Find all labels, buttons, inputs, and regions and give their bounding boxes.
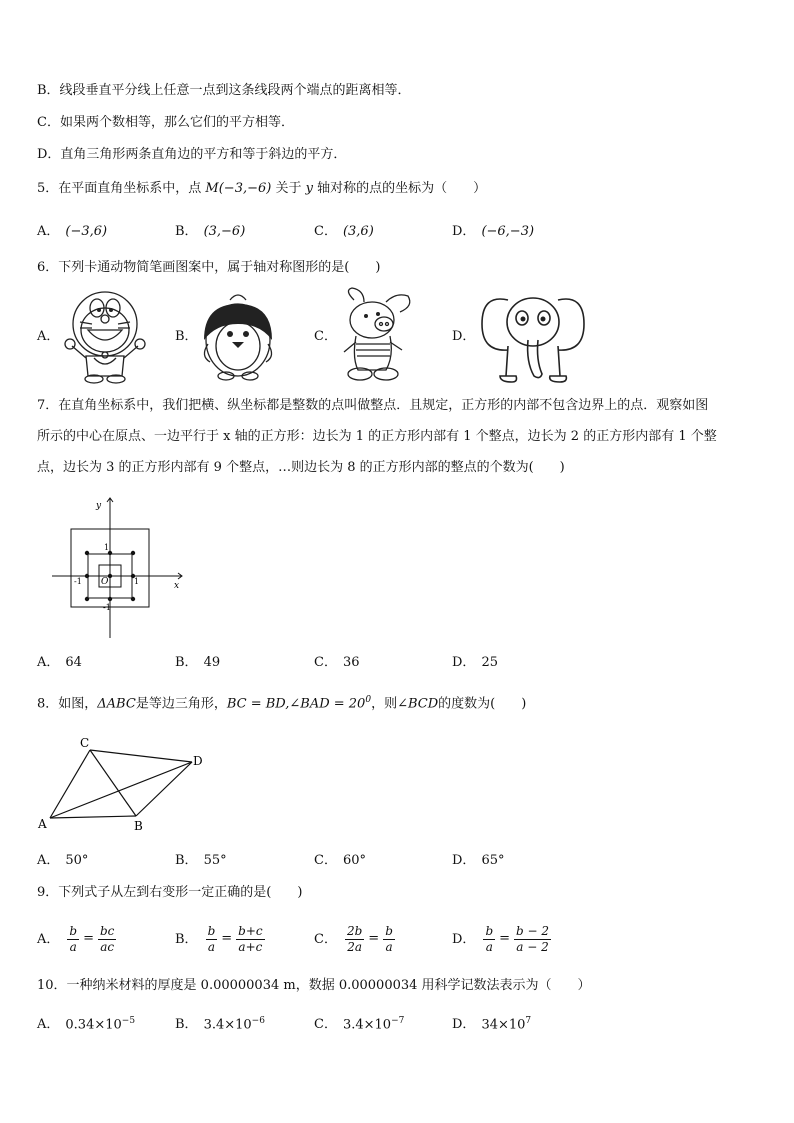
q10-option-c[interactable]: C． $3.4\times 10^{-7}$ — [314, 1016, 405, 1033]
prev-option-b: B．线段垂直平分线上任意一点到这条线段两个端点的距离相等． — [37, 83, 411, 98]
q9-stem: 9．下列式子从左到右变形一定正确的是( ) — [37, 885, 303, 900]
q8-label-d: D — [193, 754, 203, 768]
q7-option-d[interactable]: D． 25 — [452, 655, 498, 670]
q7-square-figure — [48, 492, 188, 642]
q6-stem: 6．下列卡通动物简笔画图案中，属于轴对称图形的是( ) — [37, 260, 381, 275]
q9-option-b[interactable]: B． $\frac{b}{a}$ = $\frac{b+c}{a+c}$ — [175, 923, 263, 954]
q7-tick-x-pos: 1 — [134, 577, 140, 586]
q9-option-a[interactable]: A． $\frac{b}{a}$ = $\frac{bc}{ac}$ — [37, 923, 115, 954]
q8-option-d[interactable]: D． 65° — [452, 853, 505, 868]
q7-tick-y-neg: -1 — [103, 603, 111, 612]
q8-option-c[interactable]: C． 60° — [314, 853, 366, 868]
q6-option-b[interactable]: B． — [175, 329, 198, 344]
q8-label-b: B — [134, 819, 143, 833]
q9-option-d[interactable]: D． $\frac{b}{a}$ = $\frac{b - 2}{a - 2}$ — [452, 923, 550, 954]
q10-option-d[interactable]: D． $34\times 10^7$ — [452, 1016, 532, 1033]
q7-option-c[interactable]: C． 36 — [314, 655, 360, 670]
cartoon-piglet-image — [334, 286, 416, 384]
q8-option-a[interactable]: A． 50° — [37, 853, 89, 868]
q7-tick-y-pos: 1 — [104, 543, 110, 552]
q5-axis: y — [305, 181, 313, 196]
q9-option-c[interactable]: C． $\frac{2b}{2a}$ = $\frac{b}{a}$ — [314, 923, 393, 954]
cartoon-cat-robot-image — [60, 286, 150, 384]
q10-option-a[interactable]: A． $0.34\times 10^{-5}$ — [37, 1016, 136, 1033]
q6-option-a[interactable]: A． — [37, 329, 60, 344]
q7-options — [37, 652, 757, 674]
q5-prefix: 5．在平面直角坐标系中，点 — [37, 181, 202, 196]
q6-option-c[interactable]: C． — [314, 329, 337, 344]
q5-stem — [37, 179, 486, 199]
q10-options — [37, 1010, 757, 1032]
q5-option-a[interactable]: A． (−3,6) — [37, 224, 108, 239]
q10-option-b[interactable]: B． $3.4\times 10^{-6}$ — [175, 1016, 265, 1033]
q5-option-c[interactable]: C． (3,6) — [314, 224, 374, 239]
q10-stem: 10．一种纳米材料的厚度是 0.00000034 m，数据 0.00000034 用科学记数法表示为（ ） — [37, 978, 591, 993]
q6-option-d[interactable]: D． — [452, 329, 476, 344]
q9-options — [37, 920, 757, 958]
q8-condition: BC = BD,∠BAD = 20 — [226, 696, 366, 712]
q5-options — [37, 221, 757, 243]
prev-option-c: C．如果两个数相等，那么它们的平方相等． — [37, 115, 294, 130]
q7-option-b[interactable]: B． 49 — [175, 655, 221, 670]
q8-target-angle: ∠BCD — [397, 696, 439, 712]
q8-label-c: C — [80, 736, 90, 750]
q5-option-d[interactable]: D． (−6,−3) — [452, 224, 535, 239]
q8-triangle: ΔABC — [97, 696, 136, 712]
q7-tick-x-neg: -1 — [74, 577, 82, 586]
q7-option-a[interactable]: A． 64 — [37, 655, 82, 670]
q5-option-b[interactable]: B． (3,−6) — [175, 224, 246, 239]
q5-suffix: 轴对称的点的坐标为（ ） — [317, 181, 487, 196]
prev-option-d: D．直角三角形两条直角边的平方和等于斜边的平方． — [37, 147, 347, 162]
q8-option-b[interactable]: B． 55° — [175, 853, 227, 868]
q8-options — [37, 850, 757, 872]
q5-middle: 关于 — [275, 181, 302, 196]
q8-triangle-figure — [36, 732, 216, 836]
cartoon-elephant-image — [478, 290, 588, 384]
q8-stem: 8．如图，ΔABC是等边三角形，BC = BD,∠BAD = $20^0$，则∠BCD的度数为( ) — [37, 695, 527, 712]
q7-line1: 7．在直角坐标系中，我们把横、纵坐标都是整数的点叫做整点．且规定，正方形的内部不包含边界上的点．观察如图 — [37, 398, 709, 413]
cartoon-penguin-image — [200, 290, 276, 382]
q7-y-label: y — [96, 501, 102, 511]
q8-label-a: A — [38, 817, 47, 831]
q5-point: M(−3,−6) — [205, 181, 272, 196]
q7-line2: 所示的中心在原点、一边平行于 x 轴的正方形：边长为 1 的正方形内部有 1 个整点，边长为 2 的正方形内部有 1 个整 — [37, 429, 717, 444]
q7-origin-label: O — [101, 577, 109, 587]
q7-x-label: x — [174, 581, 180, 591]
q7-line3: 点，边长为 3 的正方形内部有 9 个整点，…则边长为 8 的正方形内部的整点的个数为( ) — [37, 460, 565, 475]
